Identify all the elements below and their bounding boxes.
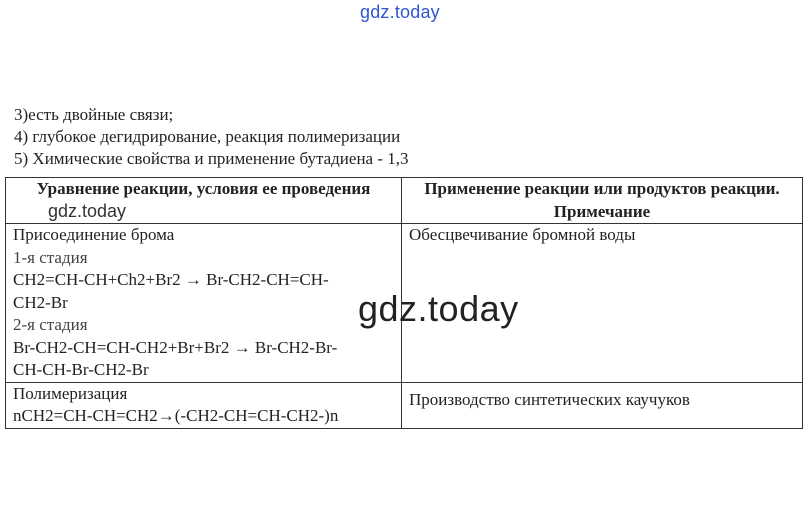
intro-line: 4) глубокое дегидрирование, реакция полимеризации [14, 127, 401, 146]
header-equation: Уравнение реакции, условия ее проведения [6, 178, 402, 224]
cell-line: Полимеризация [13, 383, 128, 403]
watermark-center: gdz.today [358, 288, 519, 329]
application-cell: Производство синтетических каучуков [402, 382, 803, 428]
cell-line: nCH2=CH-CH=CH2→(-CH2-CH=CH-CH2-)n [13, 406, 339, 425]
table-row [6, 382, 803, 428]
equation-cell [6, 382, 402, 428]
watermark-top: gdz.today [360, 2, 440, 22]
intro-line: 3)есть двойные связи; [14, 105, 174, 124]
equation-cell [6, 224, 402, 383]
cell-line: 2-я стадия [13, 315, 88, 334]
cell-line: CH-CH-Br-CH2-Br [13, 360, 149, 379]
watermark-cell: gdz.today [48, 201, 127, 221]
cell-line: 1-я стадия [13, 247, 88, 267]
cell-line: CH2=CH-CH+Ch2+Br2 → Br-CH2-CH=CH- [13, 270, 329, 289]
cell-line: CH2-Br [13, 292, 68, 312]
cell-line: Присоединение брома [13, 225, 175, 244]
cell-line: Br-CH2-CH=CH-CH2+Br+Br2 → Br-CH2-Br- [13, 337, 338, 357]
intro-text [14, 104, 409, 170]
application-cell: Обесцвечивание бромной воды [402, 224, 803, 383]
header-application: Применение реакции или продуктов реакции. Примечание [402, 178, 803, 224]
intro-line: 5) Химические свойства и применение бутадиена - 1,3 [14, 149, 409, 168]
